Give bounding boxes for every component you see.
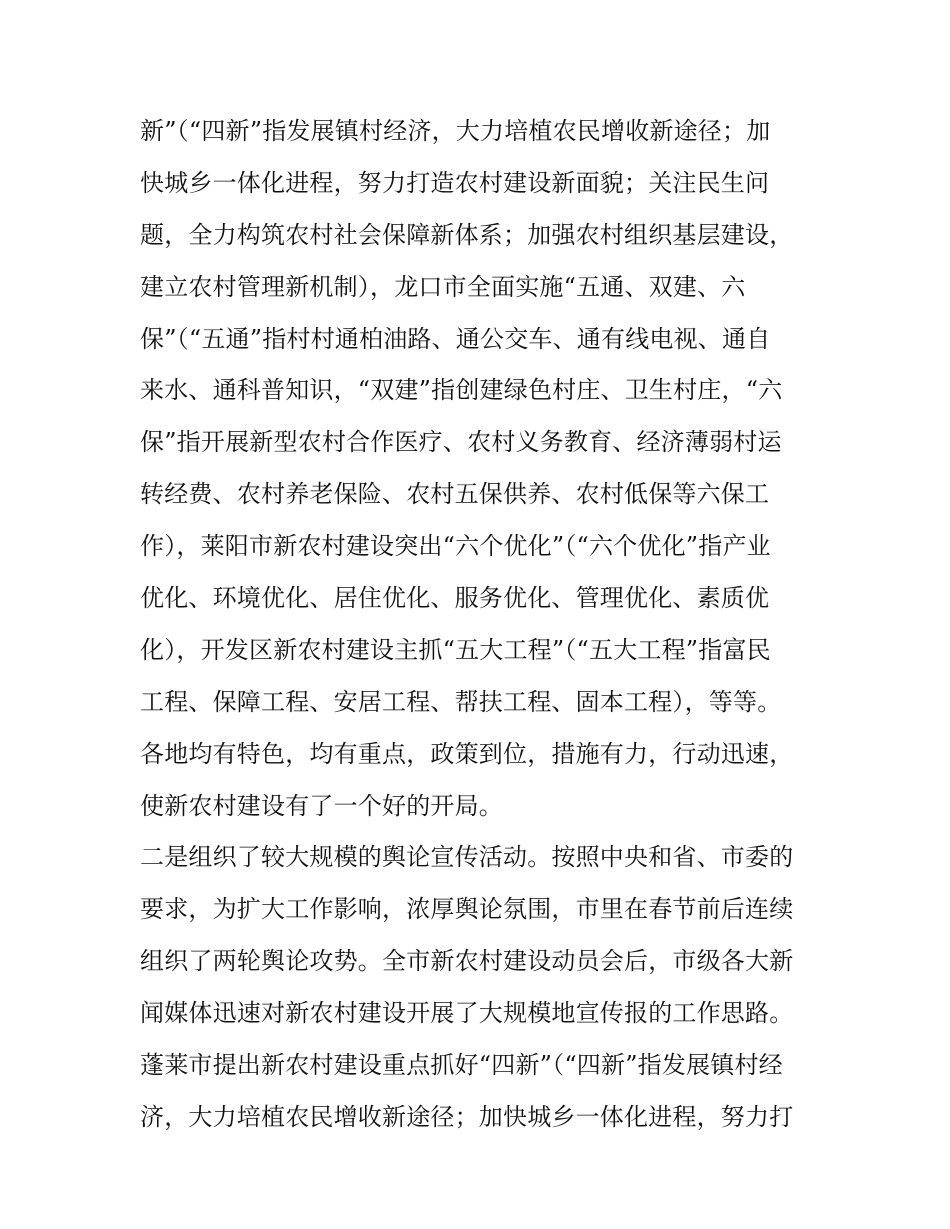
text-line: 组织了两轮舆论攻势。全市新农村建设动员会后，市级各大新 [140,947,794,976]
text-line: 化），开发区新农村建设主抓“五大工程”（“五大工程”指富民 [140,635,771,664]
text-line: 保”（“五通”指村村通柏油路、通公交车、通有线电视、通自 [140,324,771,353]
text-line: 来水、通科普知识，“双建”指创建绿色村庄、卫生村庄，“六 [140,376,783,405]
text-line: 作），莱阳市新农村建设突出“六个优化”（“六个优化”指产业 [140,532,771,561]
text-line: 蓬莱市提出新农村建设重点抓好“四新”（“四新”指发展镇村经 [140,1051,783,1080]
text-line: 转经费、农村养老保险、农村五保供养、农村低保等六保工 [140,480,770,509]
text-line: 要求，为扩大工作影响，浓厚舆论氛围，市里在春节前后连续 [140,895,794,924]
text-line: 闻媒体迅速对新农村建设开展了大规模地宣传报的工作思路。 [140,999,794,1028]
body-text [140,106,820,1144]
text-line: 快城乡一体化进程，努力打造农村建设新面貌；关注民生问 [140,168,770,197]
text-line: 工程、保障工程、安居工程、帮扶工程、固本工程），等等。 [140,687,782,716]
text-line: 优化、环境优化、居住优化、服务优化、管理优化、素质优 [140,584,770,613]
text-line: 二是组织了较大规模的舆论宣传活动。按照中央和省、市委的 [140,843,794,872]
text-line: 济，大力培植农民增收新途径；加快城乡一体化进程，努力打 [140,1102,794,1131]
text-line: 题，全力构筑农村社会保障新体系；加强农村组织基层建设， [140,220,794,249]
text-line: 建立农村管理新机制），龙口市全面实施“五通、双建、六 [140,272,746,301]
text-line: 使新农村建设有了一个好的开局。 [140,791,503,820]
text-line: 新”（“四新”指发展镇村经济，大力培植农民增收新途径；加 [140,117,771,145]
text-line: 保”指开展新型农村合作医疗、农村义务教育、经济薄弱村运 [140,428,782,457]
text-line: 各地均有特色，均有重点，政策到位，措施有力，行动迅速， [140,739,794,768]
